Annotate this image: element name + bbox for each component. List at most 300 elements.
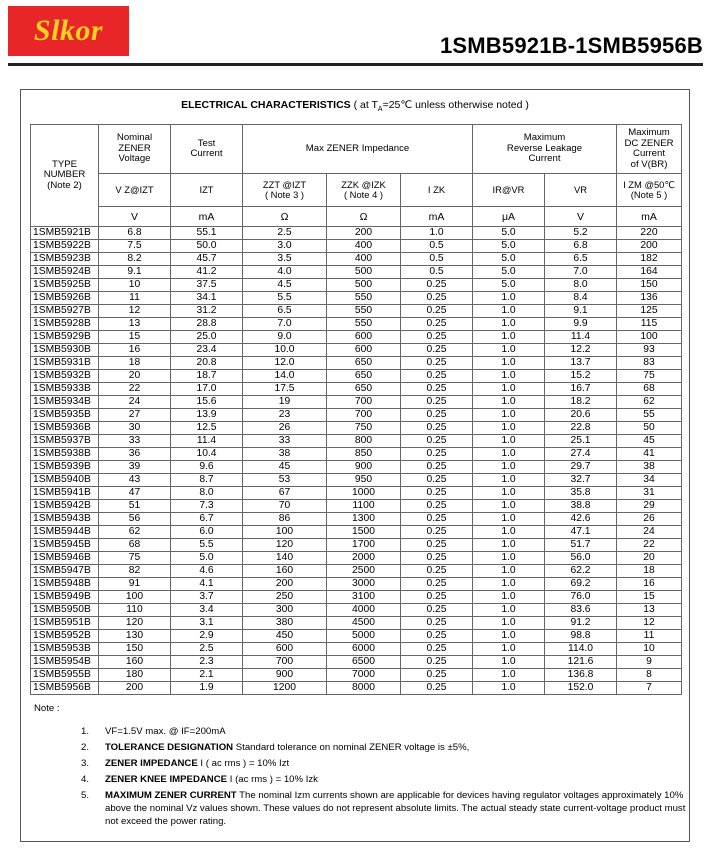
value-cell: 600 bbox=[243, 643, 327, 656]
value-cell: 4.5 bbox=[243, 279, 327, 292]
value-cell: 160 bbox=[243, 565, 327, 578]
value-cell: 19 bbox=[243, 396, 327, 409]
datasheet-frame bbox=[20, 89, 690, 842]
value-cell: 43 bbox=[99, 474, 171, 487]
value-cell: 400 bbox=[327, 253, 401, 266]
value-cell: 8.2 bbox=[99, 253, 171, 266]
value-cell: 2.1 bbox=[171, 669, 243, 682]
value-cell: 15.2 bbox=[545, 370, 617, 383]
value-cell: 7.3 bbox=[171, 500, 243, 513]
value-cell: 6.5 bbox=[545, 253, 617, 266]
value-cell: 1.0 bbox=[473, 448, 545, 461]
unit-cell: mA bbox=[617, 207, 682, 227]
logo-text: Slkor bbox=[33, 14, 104, 47]
value-cell: 37.5 bbox=[171, 279, 243, 292]
notes-title: Note : bbox=[34, 703, 60, 714]
unit-cell: Ω bbox=[243, 207, 327, 227]
col-reverse-leakage: Maximum Reverse Leakage Current bbox=[473, 125, 617, 174]
value-cell: 300 bbox=[243, 604, 327, 617]
value-cell: 200 bbox=[243, 578, 327, 591]
value-cell: 0.25 bbox=[401, 357, 473, 370]
value-cell: 14.0 bbox=[243, 370, 327, 383]
value-cell: 1.0 bbox=[473, 656, 545, 669]
value-cell: 69.2 bbox=[545, 578, 617, 591]
value-cell: 8 bbox=[617, 669, 682, 682]
value-cell: 550 bbox=[327, 318, 401, 331]
value-cell: 125 bbox=[617, 305, 682, 318]
value-cell: 0.25 bbox=[401, 617, 473, 630]
value-cell: 120 bbox=[99, 617, 171, 630]
note-text bbox=[105, 789, 689, 828]
note-body: I (ac rms ) = 10% Izk bbox=[227, 774, 318, 785]
note-item bbox=[81, 757, 689, 770]
value-cell: 5.0 bbox=[473, 240, 545, 253]
value-cell: 100 bbox=[99, 591, 171, 604]
value-cell: 900 bbox=[243, 669, 327, 682]
table-row bbox=[31, 435, 682, 448]
value-cell: 70 bbox=[243, 500, 327, 513]
value-cell: 100 bbox=[617, 331, 682, 344]
value-cell: 180 bbox=[99, 669, 171, 682]
value-cell: 11.4 bbox=[545, 331, 617, 344]
value-cell: 0.25 bbox=[401, 643, 473, 656]
value-cell: 13 bbox=[617, 604, 682, 617]
value-cell: 9.0 bbox=[243, 331, 327, 344]
value-cell: 17.5 bbox=[243, 383, 327, 396]
header-rule bbox=[8, 63, 703, 66]
value-cell: 160 bbox=[99, 656, 171, 669]
electrical-characteristics-table bbox=[30, 124, 682, 695]
value-cell: 0.25 bbox=[401, 396, 473, 409]
value-cell: 5.0 bbox=[473, 253, 545, 266]
value-cell: 34 bbox=[617, 474, 682, 487]
table-row bbox=[31, 370, 682, 383]
part-number-cell: 1SMB5922B bbox=[31, 240, 99, 253]
value-cell: 0.25 bbox=[401, 630, 473, 643]
value-cell: 7000 bbox=[327, 669, 401, 682]
value-cell: 27 bbox=[99, 409, 171, 422]
value-cell: 25.0 bbox=[171, 331, 243, 344]
value-cell: 450 bbox=[243, 630, 327, 643]
value-cell: 20.6 bbox=[545, 409, 617, 422]
table-row bbox=[31, 591, 682, 604]
value-cell: 1.0 bbox=[473, 344, 545, 357]
value-cell: 200 bbox=[327, 227, 401, 240]
unit-cell: mA bbox=[171, 207, 243, 227]
table-caption bbox=[21, 99, 689, 113]
value-cell: 16.7 bbox=[545, 383, 617, 396]
value-cell: 42.6 bbox=[545, 513, 617, 526]
value-cell: 1.0 bbox=[473, 383, 545, 396]
table-row bbox=[31, 487, 682, 500]
value-cell: 75 bbox=[617, 370, 682, 383]
value-cell: 121.6 bbox=[545, 656, 617, 669]
value-cell: 83.6 bbox=[545, 604, 617, 617]
value-cell: 22 bbox=[99, 383, 171, 396]
table-row bbox=[31, 565, 682, 578]
value-cell: 4500 bbox=[327, 617, 401, 630]
value-cell: 114.0 bbox=[545, 643, 617, 656]
value-cell: 86 bbox=[243, 513, 327, 526]
value-cell: 55 bbox=[617, 409, 682, 422]
part-number-cell: 1SMB5930B bbox=[31, 344, 99, 357]
value-cell: 2000 bbox=[327, 552, 401, 565]
value-cell: 136 bbox=[617, 292, 682, 305]
table-row bbox=[31, 383, 682, 396]
value-cell: 0.25 bbox=[401, 552, 473, 565]
value-cell: 3.4 bbox=[171, 604, 243, 617]
value-cell: 12.5 bbox=[171, 422, 243, 435]
value-cell: 20.8 bbox=[171, 357, 243, 370]
sym-zzk: ZZK @IZK ( Note 4 ) bbox=[327, 174, 401, 207]
value-cell: 15 bbox=[617, 591, 682, 604]
value-cell: 850 bbox=[327, 448, 401, 461]
value-cell: 10.4 bbox=[171, 448, 243, 461]
table-row bbox=[31, 630, 682, 643]
part-number-cell: 1SMB5943B bbox=[31, 513, 99, 526]
table-row bbox=[31, 617, 682, 630]
table-row bbox=[31, 279, 682, 292]
value-cell: 11 bbox=[617, 630, 682, 643]
part-number-cell: 1SMB5934B bbox=[31, 396, 99, 409]
value-cell: 13 bbox=[99, 318, 171, 331]
table-row bbox=[31, 357, 682, 370]
value-cell: 0.25 bbox=[401, 682, 473, 695]
value-cell: 6000 bbox=[327, 643, 401, 656]
value-cell: 3100 bbox=[327, 591, 401, 604]
value-cell: 136.8 bbox=[545, 669, 617, 682]
value-cell: 0.25 bbox=[401, 539, 473, 552]
part-number-cell: 1SMB5956B bbox=[31, 682, 99, 695]
part-number-cell: 1SMB5923B bbox=[31, 253, 99, 266]
value-cell: 68 bbox=[617, 383, 682, 396]
value-cell: 380 bbox=[243, 617, 327, 630]
value-cell: 62 bbox=[617, 396, 682, 409]
value-cell: 41 bbox=[617, 448, 682, 461]
value-cell: 700 bbox=[243, 656, 327, 669]
value-cell: 82 bbox=[99, 565, 171, 578]
value-cell: 76.0 bbox=[545, 591, 617, 604]
value-cell: 3.7 bbox=[171, 591, 243, 604]
table-row bbox=[31, 409, 682, 422]
value-cell: 4.1 bbox=[171, 578, 243, 591]
value-cell: 700 bbox=[327, 396, 401, 409]
value-cell: 3000 bbox=[327, 578, 401, 591]
value-cell: 20 bbox=[99, 370, 171, 383]
value-cell: 5.2 bbox=[545, 227, 617, 240]
value-cell: 0.25 bbox=[401, 383, 473, 396]
value-cell: 39 bbox=[99, 461, 171, 474]
value-cell: 6.8 bbox=[99, 227, 171, 240]
value-cell: 4.6 bbox=[171, 565, 243, 578]
part-number-cell: 1SMB5936B bbox=[31, 422, 99, 435]
value-cell: 27.4 bbox=[545, 448, 617, 461]
value-cell: 45 bbox=[243, 461, 327, 474]
value-cell: 0.25 bbox=[401, 500, 473, 513]
value-cell: 91.2 bbox=[545, 617, 617, 630]
value-cell: 12 bbox=[617, 617, 682, 630]
caption-sub: A bbox=[377, 106, 383, 114]
part-number-cell: 1SMB5953B bbox=[31, 643, 99, 656]
value-cell: 2500 bbox=[327, 565, 401, 578]
unit-cell: μA bbox=[473, 207, 545, 227]
value-cell: 550 bbox=[327, 292, 401, 305]
part-number-cell: 1SMB5937B bbox=[31, 435, 99, 448]
value-cell: 800 bbox=[327, 435, 401, 448]
value-cell: 1.0 bbox=[473, 474, 545, 487]
caption-cond: ( at T bbox=[353, 99, 378, 111]
part-number-cell: 1SMB5946B bbox=[31, 552, 99, 565]
table-row bbox=[31, 240, 682, 253]
value-cell: 1.0 bbox=[473, 500, 545, 513]
header-row-2 bbox=[31, 174, 682, 207]
value-cell: 1.0 bbox=[473, 513, 545, 526]
part-number-cell: 1SMB5944B bbox=[31, 526, 99, 539]
value-cell: 0.5 bbox=[401, 266, 473, 279]
table-row bbox=[31, 318, 682, 331]
value-cell: 6.0 bbox=[171, 526, 243, 539]
value-cell: 98.8 bbox=[545, 630, 617, 643]
value-cell: 8.7 bbox=[171, 474, 243, 487]
value-cell: 0.25 bbox=[401, 435, 473, 448]
value-cell: 0.5 bbox=[401, 253, 473, 266]
value-cell: 150 bbox=[99, 643, 171, 656]
table-row bbox=[31, 656, 682, 669]
value-cell: 650 bbox=[327, 357, 401, 370]
part-number-cell: 1SMB5942B bbox=[31, 500, 99, 513]
value-cell: 1500 bbox=[327, 526, 401, 539]
value-cell: 5000 bbox=[327, 630, 401, 643]
value-cell: 150 bbox=[617, 279, 682, 292]
part-number-cell: 1SMB5932B bbox=[31, 370, 99, 383]
col-type: TYPE NUMBER (Note 2) bbox=[31, 125, 99, 227]
value-cell: 4000 bbox=[327, 604, 401, 617]
value-cell: 200 bbox=[617, 240, 682, 253]
value-cell: 22.8 bbox=[545, 422, 617, 435]
table-row bbox=[31, 461, 682, 474]
note-list bbox=[34, 725, 689, 828]
unit-cell: Ω bbox=[327, 207, 401, 227]
table-row bbox=[31, 552, 682, 565]
value-cell: 12 bbox=[99, 305, 171, 318]
value-cell: 45.7 bbox=[171, 253, 243, 266]
value-cell: 5.0 bbox=[473, 227, 545, 240]
value-cell: 130 bbox=[99, 630, 171, 643]
value-cell: 1.0 bbox=[473, 669, 545, 682]
value-cell: 36 bbox=[99, 448, 171, 461]
value-cell: 51 bbox=[99, 500, 171, 513]
part-number-cell: 1SMB5939B bbox=[31, 461, 99, 474]
value-cell: 650 bbox=[327, 370, 401, 383]
value-cell: 55.1 bbox=[171, 227, 243, 240]
value-cell: 0.25 bbox=[401, 604, 473, 617]
caption-title: ELECTRICAL CHARACTERISTICS bbox=[181, 99, 351, 111]
value-cell: 0.25 bbox=[401, 344, 473, 357]
value-cell: 0.25 bbox=[401, 669, 473, 682]
value-cell: 41.2 bbox=[171, 266, 243, 279]
part-number-cell: 1SMB5951B bbox=[31, 617, 99, 630]
value-cell: 1.0 bbox=[473, 565, 545, 578]
value-cell: 500 bbox=[327, 279, 401, 292]
value-cell: 67 bbox=[243, 487, 327, 500]
part-number-cell: 1SMB5938B bbox=[31, 448, 99, 461]
value-cell: 16 bbox=[617, 578, 682, 591]
value-cell: 12.2 bbox=[545, 344, 617, 357]
part-number-cell: 1SMB5945B bbox=[31, 539, 99, 552]
value-cell: 83 bbox=[617, 357, 682, 370]
note-item bbox=[81, 725, 689, 738]
value-cell: 0.25 bbox=[401, 656, 473, 669]
value-cell: 0.25 bbox=[401, 370, 473, 383]
value-cell: 31.2 bbox=[171, 305, 243, 318]
note-text bbox=[105, 757, 289, 770]
table-row bbox=[31, 292, 682, 305]
value-cell: 11.4 bbox=[171, 435, 243, 448]
value-cell: 3.5 bbox=[243, 253, 327, 266]
table-row bbox=[31, 422, 682, 435]
table-row bbox=[31, 344, 682, 357]
value-cell: 10 bbox=[99, 279, 171, 292]
value-cell: 33 bbox=[243, 435, 327, 448]
value-cell: 6500 bbox=[327, 656, 401, 669]
col-vz: Nominal ZENER Voltage bbox=[99, 125, 171, 174]
value-cell: 9.6 bbox=[171, 461, 243, 474]
caption-cond-rest: =25℃ unless otherwise noted ) bbox=[382, 99, 529, 111]
units-row bbox=[31, 207, 682, 227]
note-number: 3. bbox=[81, 758, 90, 769]
value-cell: 1.0 bbox=[473, 526, 545, 539]
sym-izt: IZT bbox=[171, 174, 243, 207]
value-cell: 1.0 bbox=[473, 422, 545, 435]
value-cell: 8.0 bbox=[545, 279, 617, 292]
value-cell: 91 bbox=[99, 578, 171, 591]
value-cell: 1.0 bbox=[473, 630, 545, 643]
value-cell: 1.0 bbox=[473, 604, 545, 617]
note-item bbox=[81, 789, 689, 828]
value-cell: 100 bbox=[243, 526, 327, 539]
value-cell: 4.0 bbox=[243, 266, 327, 279]
value-cell: 50 bbox=[617, 422, 682, 435]
value-cell: 20 bbox=[617, 552, 682, 565]
value-cell: 10 bbox=[617, 643, 682, 656]
sym-vz: V Z@IZT bbox=[99, 174, 171, 207]
value-cell: 152.0 bbox=[545, 682, 617, 695]
value-cell: 0.25 bbox=[401, 318, 473, 331]
table-row bbox=[31, 305, 682, 318]
value-cell: 16 bbox=[99, 344, 171, 357]
value-cell: 2.9 bbox=[171, 630, 243, 643]
value-cell: 1.0 bbox=[473, 357, 545, 370]
value-cell: 75 bbox=[99, 552, 171, 565]
part-number-cell: 1SMB5949B bbox=[31, 591, 99, 604]
part-number-cell: 1SMB5950B bbox=[31, 604, 99, 617]
value-cell: 1.0 bbox=[473, 331, 545, 344]
value-cell: 93 bbox=[617, 344, 682, 357]
value-cell: 34.1 bbox=[171, 292, 243, 305]
value-cell: 200 bbox=[99, 682, 171, 695]
value-cell: 1.0 bbox=[473, 539, 545, 552]
value-cell: 8000 bbox=[327, 682, 401, 695]
value-cell: 13.9 bbox=[171, 409, 243, 422]
value-cell: 3.1 bbox=[171, 617, 243, 630]
part-number-cell: 1SMB5947B bbox=[31, 565, 99, 578]
note-body: Standard tolerance on nominal ZENER voltage is ±5%, bbox=[233, 742, 470, 753]
unit-cell: V bbox=[545, 207, 617, 227]
value-cell: 0.25 bbox=[401, 474, 473, 487]
part-number-cell: 1SMB5954B bbox=[31, 656, 99, 669]
value-cell: 600 bbox=[327, 344, 401, 357]
value-cell: 5.5 bbox=[171, 539, 243, 552]
note-body: I ( ac rms ) = 10% Izt bbox=[197, 758, 290, 769]
value-cell: 38 bbox=[617, 461, 682, 474]
table-row bbox=[31, 682, 682, 695]
value-cell: 1.0 bbox=[473, 643, 545, 656]
part-number-cell: 1SMB5924B bbox=[31, 266, 99, 279]
value-cell: 30 bbox=[99, 422, 171, 435]
value-cell: 0.25 bbox=[401, 409, 473, 422]
part-number-cell: 1SMB5933B bbox=[31, 383, 99, 396]
part-number-cell: 1SMB5931B bbox=[31, 357, 99, 370]
value-cell: 5.0 bbox=[171, 552, 243, 565]
value-cell: 900 bbox=[327, 461, 401, 474]
value-cell: 0.25 bbox=[401, 461, 473, 474]
value-cell: 5.0 bbox=[473, 279, 545, 292]
note-number: 1. bbox=[81, 726, 90, 737]
value-cell: 110 bbox=[99, 604, 171, 617]
value-cell: 115 bbox=[617, 318, 682, 331]
value-cell: 600 bbox=[327, 331, 401, 344]
value-cell: 1.0 bbox=[473, 370, 545, 383]
value-cell: 23.4 bbox=[171, 344, 243, 357]
table-body bbox=[31, 227, 682, 695]
note-text bbox=[105, 741, 469, 754]
value-cell: 2.5 bbox=[171, 643, 243, 656]
value-cell: 50.0 bbox=[171, 240, 243, 253]
note-item bbox=[81, 773, 689, 786]
value-cell: 1.0 bbox=[473, 318, 545, 331]
table-row bbox=[31, 643, 682, 656]
value-cell: 11 bbox=[99, 292, 171, 305]
value-cell: 1.0 bbox=[473, 617, 545, 630]
table-row bbox=[31, 448, 682, 461]
value-cell: 1.0 bbox=[473, 292, 545, 305]
value-cell: 550 bbox=[327, 305, 401, 318]
value-cell: 1200 bbox=[243, 682, 327, 695]
value-cell: 18 bbox=[617, 565, 682, 578]
value-cell: 23 bbox=[243, 409, 327, 422]
value-cell: 1.0 bbox=[473, 435, 545, 448]
value-cell: 250 bbox=[243, 591, 327, 604]
sym-ir: IR@VR bbox=[473, 174, 545, 207]
value-cell: 6.5 bbox=[243, 305, 327, 318]
part-number-cell: 1SMB5948B bbox=[31, 578, 99, 591]
note-number: 2. bbox=[81, 742, 90, 753]
sym-vr: VR bbox=[545, 174, 617, 207]
value-cell: 31 bbox=[617, 487, 682, 500]
slkor-logo bbox=[8, 6, 129, 56]
value-cell: 1700 bbox=[327, 539, 401, 552]
part-number-cell: 1SMB5927B bbox=[31, 305, 99, 318]
value-cell: 1100 bbox=[327, 500, 401, 513]
col-izm: Maximum DC ZENER Current of V(BR) bbox=[617, 125, 682, 174]
value-cell: 5.5 bbox=[243, 292, 327, 305]
value-cell: 2.3 bbox=[171, 656, 243, 669]
value-cell: 7.0 bbox=[545, 266, 617, 279]
note-number: 5. bbox=[81, 790, 90, 801]
table-row bbox=[31, 539, 682, 552]
part-number-cell: 1SMB5928B bbox=[31, 318, 99, 331]
value-cell: 10.0 bbox=[243, 344, 327, 357]
